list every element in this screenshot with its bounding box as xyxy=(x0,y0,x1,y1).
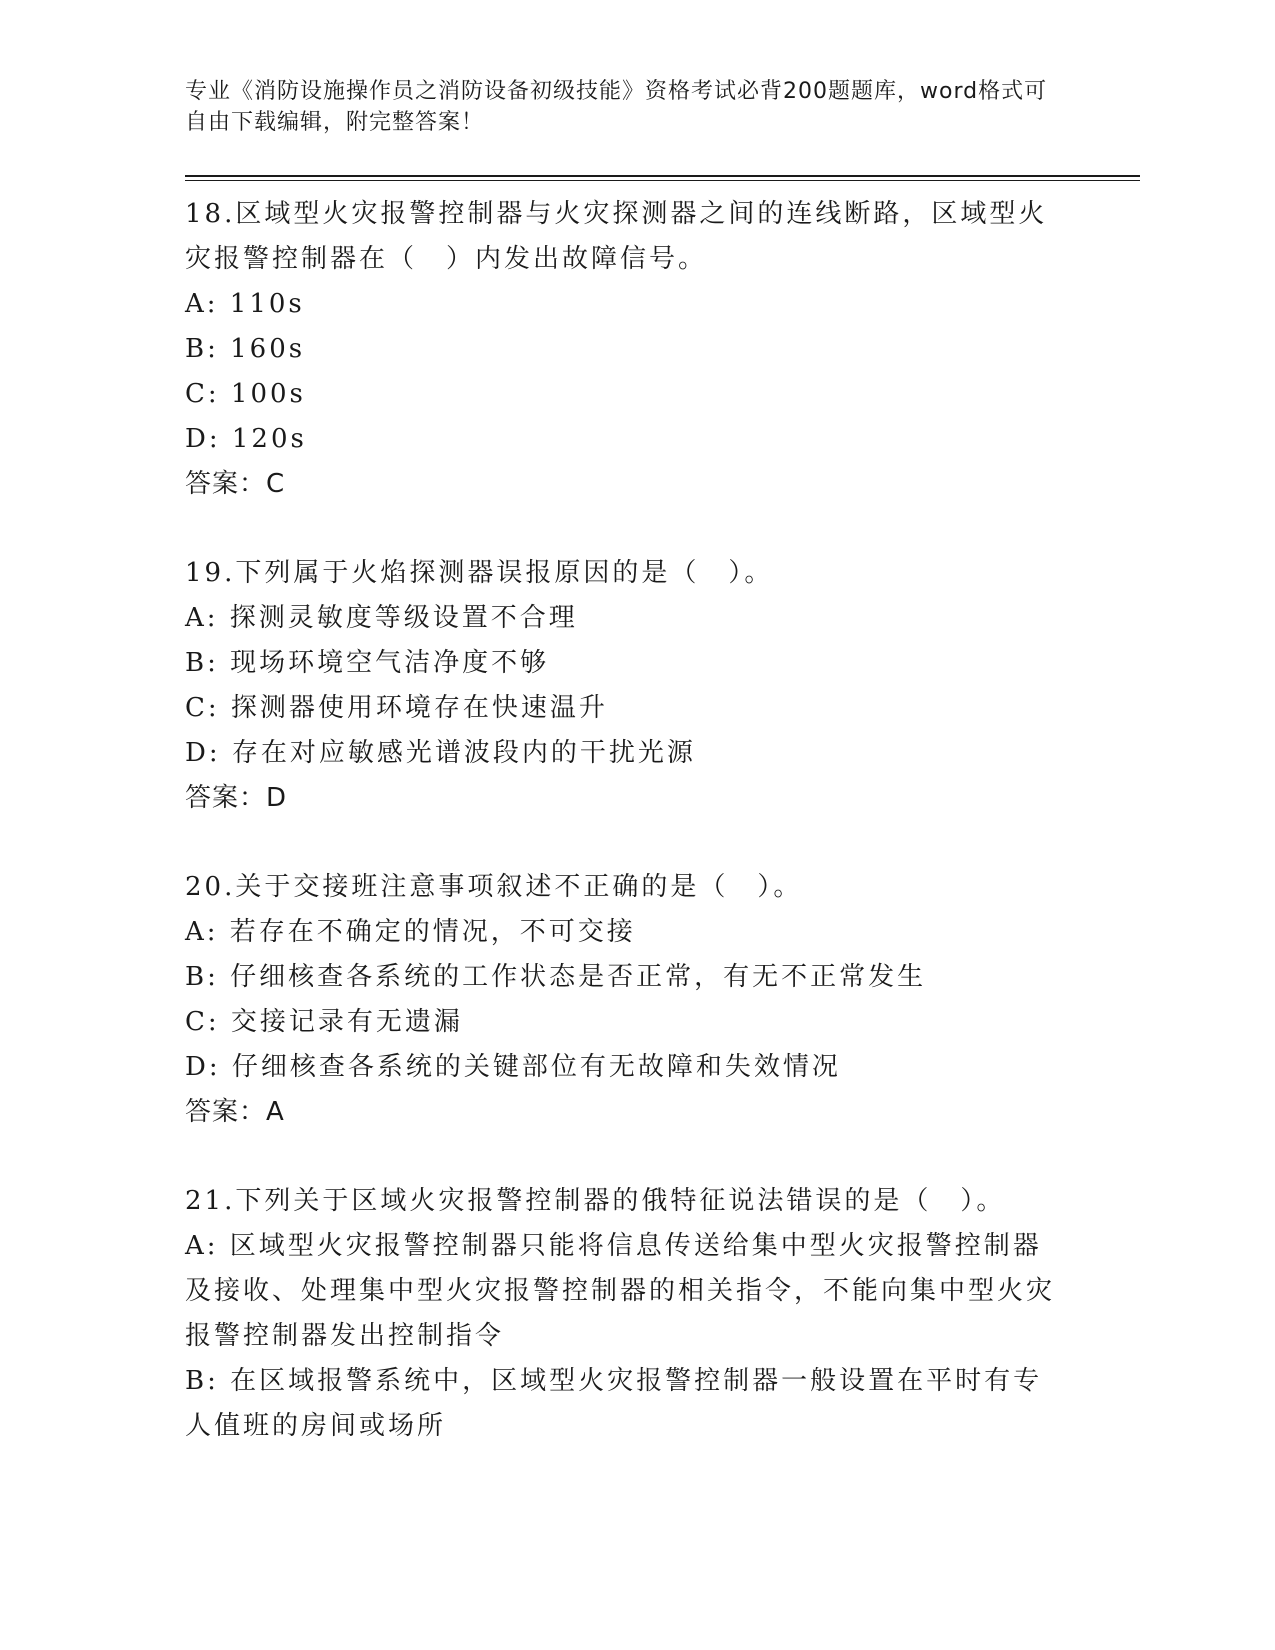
question-stem: 18.区域型火灾报警控制器与火灾探测器之间的连线断路，区域型火灾报警控制器在（ ）内发出故障信号。 xyxy=(185,199,1048,274)
option-a: A: 探测灵敏度等级设置不合理 xyxy=(185,603,578,633)
option-b: B: 现场环境空气洁净度不够 xyxy=(185,648,550,678)
option-a: A: 若存在不确定的情况，不可交接 xyxy=(185,917,636,947)
question-19 xyxy=(185,551,1065,821)
question-list xyxy=(185,192,1065,1493)
option-a: A: 区域型火灾报警控制器只能将信息传送给集中型火灾报警控制器及接收、处理集中型火灾报警控制器的相关指令，不能向集中型火灾报警控制器发出控制指令 xyxy=(185,1231,1056,1351)
question-stem: 21.下列关于区域火灾报警控制器的俄特征说法错误的是（ ）。 xyxy=(185,1186,1006,1216)
option-d: D: 120s xyxy=(185,424,307,454)
option-c: C: 交接记录有无遗漏 xyxy=(185,1007,463,1037)
option-d: D: 存在对应敏感光谱波段内的干扰光源 xyxy=(185,738,696,768)
question-21 xyxy=(185,1179,1065,1449)
answer-label: 答案：D xyxy=(185,783,288,813)
option-d: D: 仔细核查各系统的关键部位有无故障和失效情况 xyxy=(185,1052,841,1082)
document-header: 专业《消防设施操作员之消防设备初级技能》资格考试必背200题题库，word格式可自由下载编辑，附完整答案！ xyxy=(185,79,1048,135)
option-b: B: 160s xyxy=(185,334,306,364)
answer-label: 答案：C xyxy=(185,469,286,499)
question-18 xyxy=(185,192,1065,507)
question-stem: 20.关于交接班注意事项叙述不正确的是（ ）。 xyxy=(185,872,803,902)
option-c: C: 探测器使用环境存在快速温升 xyxy=(185,693,608,723)
question-20 xyxy=(185,865,1065,1135)
answer-label: 答案：A xyxy=(185,1097,285,1127)
header-divider-thin xyxy=(185,180,1140,181)
option-a: A: 110s xyxy=(185,289,305,319)
question-stem: 19.下列属于火焰探测器误报原因的是（ ）。 xyxy=(185,558,774,588)
option-b: B: 在区域报警系统中，区域型火灾报警控制器一般设置在平时有专人值班的房间或场所 xyxy=(185,1366,1043,1441)
option-c: C: 100s xyxy=(185,379,306,409)
option-b: B: 仔细核查各系统的工作状态是否正常，有无不正常发生 xyxy=(185,962,927,992)
header-divider-thick xyxy=(185,175,1140,177)
